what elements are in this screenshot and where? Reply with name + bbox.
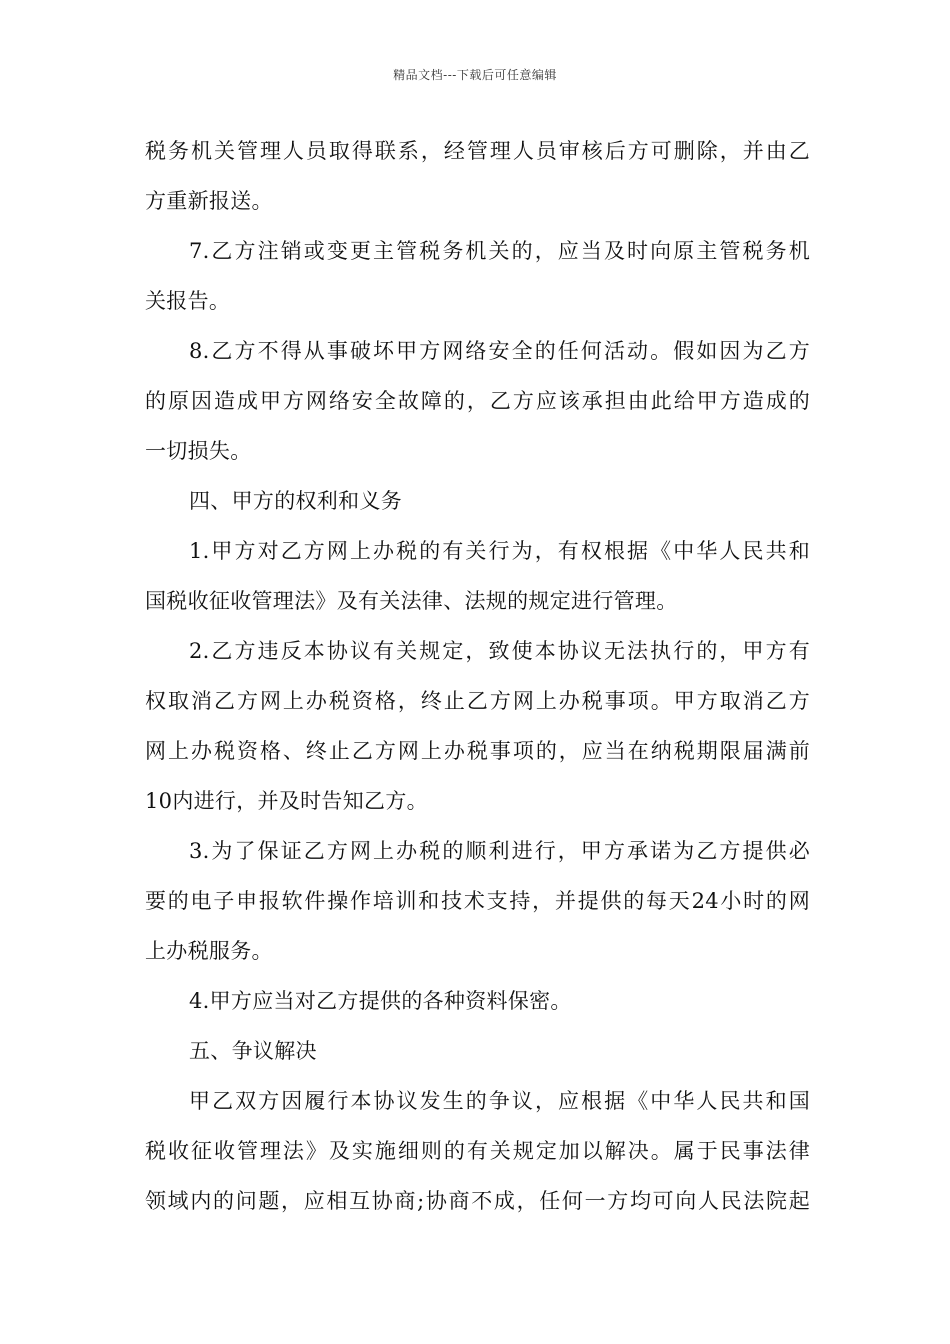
text-line: 的原因造成甲方网络安全故障的，乙方应该承担由此给甲方造成的 (145, 389, 810, 413)
text-line: 四、甲方的权利和义务 (189, 489, 402, 513)
text-line: 8.乙方不得从事破坏甲方网络安全的任何活动。假如因为乙方 (189, 339, 810, 363)
text-line: 权取消乙方网上办税资格，终止乙方网上办税事项。甲方取消乙方 (145, 689, 810, 713)
text-line: 1.甲方对乙方网上办税的有关行为，有权根据《中华人民共和 (189, 539, 810, 563)
text-line: 国税收征收管理法》及有关法律、法规的规定进行管理。 (145, 589, 678, 613)
text-line: 方重新报送。 (145, 189, 273, 213)
text-line: 一切损失。 (145, 439, 252, 463)
text-line: 7.乙方注销或变更主管税务机关的，应当及时向原主管税务机 (189, 239, 810, 263)
text-line: 关报告。 (145, 289, 231, 313)
text-line: 要的电子申报软件操作培训和技术支持，并提供的每天24小时的网 (145, 889, 810, 913)
text-line: 4.甲方应当对乙方提供的各种资料保密。 (189, 989, 572, 1013)
text-line: 2.乙方违反本协议有关规定，致使本协议无法执行的，甲方有 (189, 639, 810, 663)
text-line: 税收征收管理法》及实施细则的有关规定加以解决。属于民事法律 (145, 1139, 810, 1163)
text-line: 五、争议解决 (189, 1039, 317, 1063)
text-line: 领域内的问题，应相互协商;协商不成，任何一方均可向人民法院起 (145, 1189, 810, 1213)
text-line: 上办税服务。 (145, 939, 273, 963)
text-line: 网上办税资格、终止乙方网上办税事项的，应当在纳税期限届满前 (145, 739, 810, 763)
text-line: 10内进行，并及时告知乙方。 (145, 789, 428, 813)
document-body (145, 126, 810, 1226)
text-line: 3.为了保证乙方网上办税的顺利进行，甲方承诺为乙方提供必 (189, 839, 810, 863)
text-line: 甲乙双方因履行本协议发生的争议，应根据《中华人民共和国 (189, 1089, 810, 1113)
page-header: 精品文档---下载后可任意编辑 (393, 68, 557, 82)
text-line: 税务机关管理人员取得联系，经管理人员审核后方可删除，并由乙 (145, 139, 810, 163)
